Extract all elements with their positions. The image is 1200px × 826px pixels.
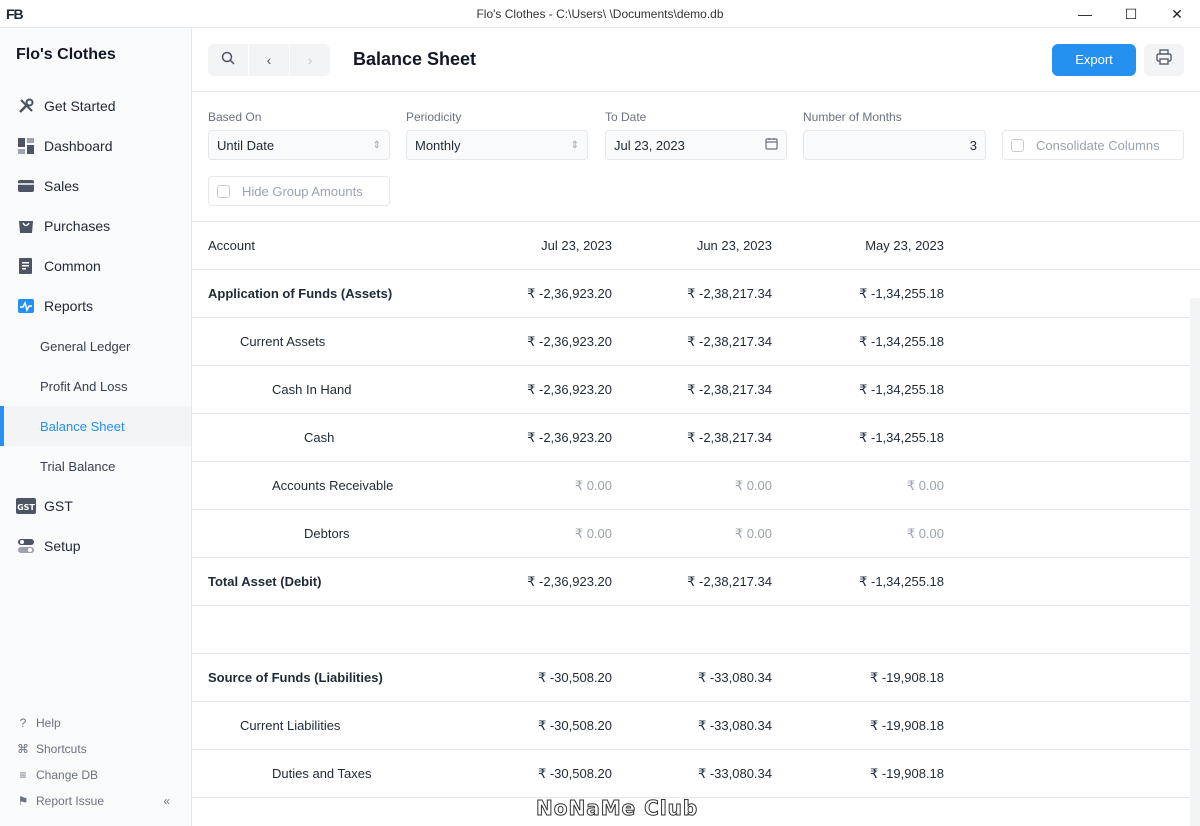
sidebar-item-balance-sheet[interactable]: Balance Sheet [0,406,191,446]
checkbox-box [217,185,230,198]
sidebar-item-purchases[interactable] [0,206,191,246]
forward-button[interactable] [290,44,330,76]
search-button[interactable] [208,44,248,76]
window-title: Flo's Clothes - C:\Users\ \Documents\demo.db [476,7,724,21]
sidebar-item-gst[interactable] [0,486,191,526]
maximize-button[interactable]: ☐ [1124,5,1138,22]
help-link[interactable]: ? Help [0,710,192,736]
months-input[interactable]: 3 [803,130,986,160]
app-logo: FB [6,5,23,22]
consolidate-columns-checkbox[interactable]: Consolidate Columns [1002,130,1184,160]
hide-group-amounts-checkbox[interactable]: Hide Group Amounts [208,176,390,206]
table-header [192,222,1200,270]
chevron-right-icon: › [307,51,313,68]
sidebar-item-sales[interactable] [0,166,191,206]
table-row[interactable]: Current Liabilities ₹ -30,508.20 ₹ -33,080.34 ₹ -19,908.18 [192,702,1200,750]
table-row[interactable]: Application of Funds (Assets) ₹ -2,36,923.20 ₹ -2,38,217.34 ₹ -1,34,255.18 [192,270,1200,318]
common-icon [16,256,36,276]
sidebar-item-get-started[interactable] [0,86,191,126]
filters-panel [192,92,1200,222]
months-label: Number of Months [803,110,902,124]
table-row[interactable]: Cash In Hand ₹ -2,36,923.20 ₹ -2,38,217.34 ₹ -1,34,255.18 [192,366,1200,414]
company-name: Flo's Clothes [16,46,116,63]
setup-icon [16,536,36,556]
based-on-label: Based On [208,110,262,124]
sidebar-item-general-ledger[interactable]: General Ledger [40,338,131,354]
sidebar-item-dashboard[interactable] [0,126,191,166]
main-panel [192,28,1200,826]
sidebar-item-label: Common [44,258,101,274]
sidebar-item-label: Get Started [44,98,116,114]
sidebar-item-label: Purchases [44,218,111,234]
window-titlebar [0,0,1200,28]
table-row[interactable]: Source of Funds (Liabilities) ₹ -30,508.20 ₹ -33,080.34 ₹ -19,908.18 [192,654,1200,702]
periodicity-select[interactable]: Monthly ⇕ [406,130,588,160]
calendar-icon [765,137,778,153]
table-row[interactable]: Accounts Receivable ₹ 0.00 ₹ 0.00 ₹ 0.00 [192,462,1200,510]
column-header-date-3: May 23, 2023 [865,238,944,253]
sidebar-item-reports[interactable] [0,286,191,326]
sidebar [0,28,192,826]
print-button[interactable] [1144,44,1184,76]
sidebar-item-trial-balance[interactable]: Trial Balance [40,458,116,474]
database-icon: ≡ [19,768,27,782]
table-row[interactable]: Duties and Taxes ₹ -30,508.20 ₹ -33,080.34 ₹ -19,908.18 [192,750,1200,798]
sidebar-item-setup[interactable] [0,526,191,566]
column-header-account: Account [208,238,255,253]
svg-text:GST: GST [17,503,35,512]
checkbox-box [1011,139,1024,152]
shortcuts-link[interactable]: ⌘ Shortcuts [17,742,87,756]
scrollbar[interactable] [1190,298,1200,826]
collapse-sidebar-button[interactable]: « [163,794,170,808]
sidebar-item-label: Reports [44,298,94,314]
table-row[interactable]: Debtors ₹ 0.00 ₹ 0.00 ₹ 0.00 [192,510,1200,558]
reports-icon [16,296,36,316]
to-date-label: To Date [605,110,647,124]
sidebar-item-label: GST [44,498,73,514]
select-arrows-icon: ⇕ [570,139,579,151]
table-row[interactable]: Total Asset (Debit) ₹ -2,36,923.20 ₹ -2,38,217.34 ₹ -1,34,255.18 [192,558,1200,606]
printer-icon [1156,49,1172,70]
tools-icon [16,96,36,116]
sidebar-item-label: Sales [44,178,80,194]
table-row[interactable]: Cash ₹ -2,36,923.20 ₹ -2,38,217.34 ₹ -1,34,255.18 [192,414,1200,462]
gst-icon [16,496,36,516]
column-header-date-1: Jul 23, 2023 [541,238,612,253]
periodicity-label: Periodicity [406,110,462,124]
sidebar-item-profit-and-loss[interactable]: Profit And Loss [40,378,128,394]
close-button[interactable]: ✕ [1171,5,1183,22]
sales-icon [16,176,36,196]
table-row-empty [192,606,1200,654]
sidebar-item-common[interactable] [0,246,191,286]
export-button[interactable]: Export [1052,44,1136,76]
minimize-button[interactable]: — [1078,6,1092,22]
page-header [192,28,1200,92]
select-arrows-icon: ⇕ [372,139,381,151]
chevron-left-icon: ‹ [266,51,272,68]
back-button[interactable] [249,44,289,76]
search-icon [221,51,235,68]
column-header-date-2: Jun 23, 2023 [696,238,772,253]
based-on-select[interactable]: Until Date ⇕ [208,130,390,160]
report-issue-link[interactable]: ⚑ Report Issue [17,794,105,808]
dashboard-icon [16,136,36,156]
table-body [192,270,1200,798]
purchases-icon [16,216,36,236]
sidebar-item-label: Setup [44,538,81,554]
table-row[interactable]: Current Assets ₹ -2,36,923.20 ₹ -2,38,217.34 ₹ -1,34,255.18 [192,318,1200,366]
command-icon: ⌘ [17,742,29,756]
sidebar-item-label: Dashboard [44,138,113,154]
page-title: Balance Sheet [353,49,477,69]
flag-icon: ⚑ [17,794,29,808]
help-icon: ? [19,716,27,730]
to-date-input[interactable]: Jul 23, 2023 [605,130,787,160]
watermark: NoNaMe Club [536,796,699,820]
change-db-link[interactable]: ≡ Change DB [0,762,192,788]
